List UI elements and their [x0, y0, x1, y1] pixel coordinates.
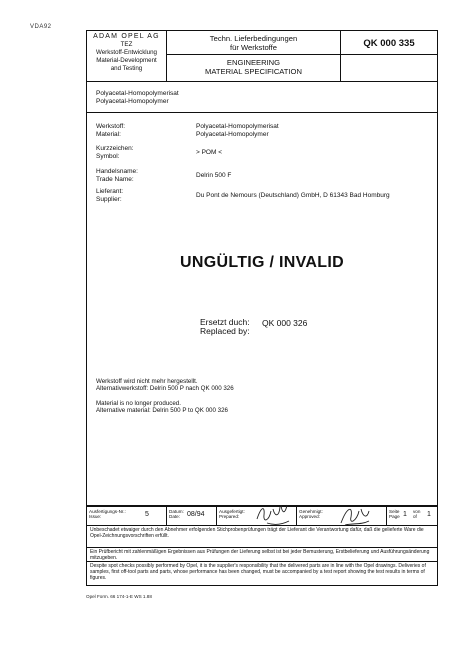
date-label-de: Datum:: [169, 509, 184, 514]
value-line-1: Polyacetal-Homopolymerisat: [196, 123, 279, 130]
of-label: [413, 509, 420, 520]
company-block: [87, 31, 167, 81]
issue-label-de: Ausfertigungs-Nr.:: [89, 509, 126, 514]
note-line: Alternativwerkstoff: Delrin 500 P nach QK 000 326: [96, 385, 234, 393]
label-en: Material:: [96, 131, 121, 138]
title-de-2: für Werkstoffe: [230, 43, 277, 52]
of-label-en: of: [413, 514, 417, 520]
issue-label-en: Issue:: [89, 514, 102, 520]
department-en-2: and Testing: [110, 65, 143, 72]
field-material-value: [196, 123, 279, 139]
page-cell: [387, 507, 439, 525]
document-frame: [86, 82, 438, 506]
stamp-mark: VDA92: [30, 24, 52, 30]
replaced-by-value: QK 000 326: [262, 318, 308, 328]
doc-number: QK 000 335: [341, 31, 437, 55]
field-symbol-label: [96, 145, 134, 161]
doc-number-block: [341, 31, 437, 81]
form-footer: Opel Form. 66 174-1-E WS 1.88: [86, 594, 152, 599]
note-line: Material is no longer produced.: [96, 400, 181, 407]
document-header: [86, 30, 438, 82]
approved-label-en: Approved:: [299, 514, 320, 520]
page-label-de: Seite: [389, 509, 400, 514]
invalid-heading: UNGÜLTIG / INVALID: [180, 254, 344, 271]
prepared-label-de: Ausgefertigt:: [219, 509, 245, 514]
approved-signature: [337, 503, 373, 527]
page-label-en: Page: [389, 514, 400, 520]
title-en-2: MATERIAL SPECIFICATION: [205, 67, 302, 76]
section-divider: [86, 112, 438, 113]
label-de: Lieferant:: [96, 188, 124, 195]
note-de: [96, 378, 234, 393]
note-line: Werkstoff wird nicht mehr hergestellt.: [96, 378, 198, 385]
field-tradename-label: [96, 168, 138, 184]
company-name: ADAM OPEL AG: [93, 33, 160, 40]
title-en-1: ENGINEERING: [226, 58, 281, 67]
field-tradename-value: Delrin 500 F: [196, 172, 232, 179]
prepared-label-en: Prepared:: [219, 514, 240, 520]
of-label-de: von: [413, 509, 421, 514]
department-de: Werkstoff-Entwicklung: [96, 49, 157, 56]
approved-cell: [297, 507, 387, 525]
approved-label-de: Genehmigt:: [299, 509, 323, 514]
field-supplier-value: Du Pont de Nemours (Deutschland) GmbH, D 61343 Bad Homburg: [196, 192, 390, 199]
note-line: Alternative material: Delrin 500 P to QK 000 326: [96, 407, 228, 415]
title-de-1: Techn. Lieferbedingungen: [209, 34, 298, 43]
note-en: [96, 400, 228, 415]
label-en: Supplier:: [96, 196, 122, 203]
disclaimer-en: Despite spot checks possibly performed by Opel, it is the supplier's responsibility that the delivered parts are in line with the Opel drawings. Deliveries of samples, first off-tool parts and parts, whose performance has been changed, must be accompanied by a test report showing the test results in terms of figures.: [86, 562, 438, 586]
label-de: Werkstoff:: [96, 123, 126, 130]
prepared-signature: [255, 501, 295, 527]
page-value: 1: [403, 511, 407, 518]
material-title-en: Polyacetal-Homopolymer: [96, 98, 169, 105]
date-cell: [167, 507, 217, 525]
value-line-2: Polyacetal-Homopolymer: [196, 131, 269, 138]
date-label-en: Date:: [169, 514, 180, 520]
department-code: TEZ: [120, 41, 133, 48]
page-total: 1: [427, 511, 431, 518]
label-de: Ersetzt duch:: [200, 317, 250, 327]
spec-title-block: [167, 31, 341, 81]
prepared-cell: [217, 507, 297, 525]
field-material-label: [96, 123, 125, 139]
label-de: Handelsname:: [96, 168, 138, 175]
material-title: [96, 90, 179, 106]
issue-value: 5: [145, 511, 149, 518]
label-en: Trade Name:: [96, 176, 134, 183]
label-en: Symbol:: [96, 153, 120, 160]
replaced-by-label: [200, 318, 250, 336]
field-supplier-label: [96, 188, 123, 204]
label-de: Kurzzeichen:: [96, 145, 134, 152]
issue-cell: [87, 507, 167, 525]
approval-table: [86, 506, 438, 526]
disclaimer-de-1: Unbeschadet etwaiger durch den Abnehmer erfolgenden Stichprobenprüfungen trägt der Lieferant die Verantwortung dafür, daß die gelieferte Ware die Opel-Zeichnungsvorschriften erfüllt.: [86, 526, 438, 548]
department-en-1: Material-Development: [96, 57, 157, 64]
field-symbol-value: > POM <: [196, 149, 223, 156]
material-title-de: Polyacetal-Homopolymerisat: [96, 90, 179, 97]
disclaimer-de-2: Ein Prüfbericht mit zahlenmäßigen Ergebnissen aus Prüfungen der Lieferung selbst ist bei jeder Bemusterung, Erstbelieferung und Ausführungsänderung mitzugeben.: [86, 548, 438, 562]
date-value: 08/94: [187, 511, 205, 518]
label-en: Replaced by:: [200, 326, 250, 336]
